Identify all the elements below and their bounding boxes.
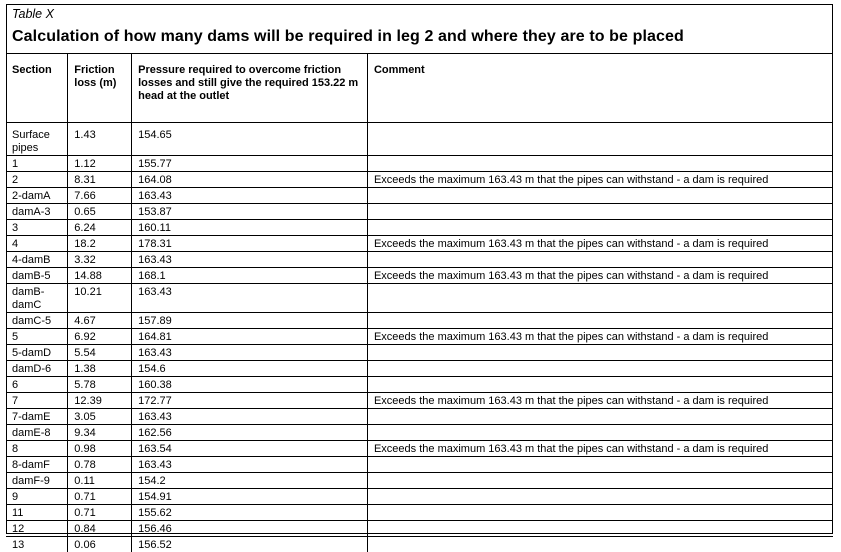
cell-pressure: 160.38 bbox=[132, 377, 368, 393]
cell-comment bbox=[367, 188, 833, 204]
cell-pressure: 154.65 bbox=[132, 123, 368, 156]
cell-comment bbox=[367, 505, 833, 521]
table-row bbox=[6, 252, 833, 268]
table-row bbox=[6, 377, 833, 393]
table-row bbox=[6, 284, 833, 313]
cell-comment bbox=[367, 284, 833, 313]
table-row bbox=[6, 505, 833, 521]
cell-friction-loss: 0.71 bbox=[68, 489, 132, 505]
cell-pressure: 155.62 bbox=[132, 505, 368, 521]
cell-pressure: 164.08 bbox=[132, 172, 368, 188]
cell-friction-loss: 1.12 bbox=[68, 156, 132, 172]
cell-friction-loss: 0.65 bbox=[68, 204, 132, 220]
cell-section: damD-6 bbox=[6, 361, 68, 377]
table-row bbox=[6, 489, 833, 505]
cell-comment bbox=[367, 457, 833, 473]
cell-pressure: 156.46 bbox=[132, 521, 368, 537]
table-row bbox=[6, 268, 833, 284]
cell-section: 9 bbox=[6, 489, 68, 505]
cell-friction-loss: 5.78 bbox=[68, 377, 132, 393]
cell-comment bbox=[367, 220, 833, 236]
cell-section: damC-5 bbox=[6, 313, 68, 329]
cell-section: 5-damD bbox=[6, 345, 68, 361]
cell-friction-loss: 6.24 bbox=[68, 220, 132, 236]
cell-section: 7 bbox=[6, 393, 68, 409]
cell-section: 7-damE bbox=[6, 409, 68, 425]
cell-comment bbox=[367, 156, 833, 172]
cell-friction-loss: 8.31 bbox=[68, 172, 132, 188]
table-row bbox=[6, 204, 833, 220]
cell-comment: Exceeds the maximum 163.43 m that the pipes can withstand - a dam is required bbox=[367, 172, 833, 188]
cell-friction-loss: 0.11 bbox=[68, 473, 132, 489]
table-row bbox=[6, 172, 833, 188]
table-row bbox=[6, 313, 833, 329]
table-row bbox=[6, 329, 833, 345]
cell-friction-loss: 0.84 bbox=[68, 521, 132, 537]
cell-section: 2 bbox=[6, 172, 68, 188]
table-row bbox=[6, 220, 833, 236]
header-comment: Comment bbox=[367, 54, 833, 123]
cell-comment: Exceeds the maximum 163.43 m that the pipes can withstand - a dam is required bbox=[367, 393, 833, 409]
cell-comment bbox=[367, 521, 833, 537]
cell-section: 3 bbox=[6, 220, 68, 236]
cell-section: 8 bbox=[6, 441, 68, 457]
table-row bbox=[6, 123, 833, 156]
cell-friction-loss: 14.88 bbox=[68, 268, 132, 284]
table-row bbox=[6, 156, 833, 172]
table-row bbox=[6, 425, 833, 441]
cell-pressure: 154.2 bbox=[132, 473, 368, 489]
cell-friction-loss: 6.92 bbox=[68, 329, 132, 345]
table-row bbox=[6, 521, 833, 537]
cell-pressure: 157.89 bbox=[132, 313, 368, 329]
cell-friction-loss: 3.05 bbox=[68, 409, 132, 425]
cell-section: 5 bbox=[6, 329, 68, 345]
cell-friction-loss: 0.78 bbox=[68, 457, 132, 473]
cell-pressure: 163.43 bbox=[132, 188, 368, 204]
cell-section: damB-damC bbox=[6, 284, 68, 313]
cell-comment: Exceeds the maximum 163.43 m that the pipes can withstand - a dam is required bbox=[367, 329, 833, 345]
cell-comment bbox=[367, 252, 833, 268]
cell-pressure: 164.81 bbox=[132, 329, 368, 345]
cell-section: Surface pipes bbox=[6, 123, 68, 156]
cell-comment bbox=[367, 409, 833, 425]
cell-comment bbox=[367, 425, 833, 441]
cell-pressure: 163.43 bbox=[132, 284, 368, 313]
cell-friction-loss: 0.98 bbox=[68, 441, 132, 457]
cell-friction-loss: 10.21 bbox=[68, 284, 132, 313]
cell-section: 11 bbox=[6, 505, 68, 521]
cell-comment bbox=[367, 489, 833, 505]
cell-pressure: 154.6 bbox=[132, 361, 368, 377]
cell-pressure: 163.43 bbox=[132, 457, 368, 473]
table-row bbox=[6, 393, 833, 409]
cell-friction-loss: 9.34 bbox=[68, 425, 132, 441]
cell-section: 4 bbox=[6, 236, 68, 252]
cell-friction-loss: 0.06 bbox=[68, 537, 132, 552]
header-row bbox=[6, 54, 833, 123]
cell-section: damB-5 bbox=[6, 268, 68, 284]
cell-pressure: 163.54 bbox=[132, 441, 368, 457]
cell-section: 8-damF bbox=[6, 457, 68, 473]
cell-friction-loss: 1.43 bbox=[68, 123, 132, 156]
cell-comment: Exceeds the maximum 163.43 m that the pipes can withstand - a dam is required bbox=[367, 236, 833, 252]
table-row bbox=[6, 236, 833, 252]
header-section: Section bbox=[6, 54, 68, 123]
cell-section: damE-8 bbox=[6, 425, 68, 441]
cell-pressure: 162.56 bbox=[132, 425, 368, 441]
cell-pressure: 153.87 bbox=[132, 204, 368, 220]
cell-comment: Exceeds the maximum 163.43 m that the pipes can withstand - a dam is required bbox=[367, 441, 833, 457]
cell-comment bbox=[367, 345, 833, 361]
table-row bbox=[6, 361, 833, 377]
cell-comment bbox=[367, 313, 833, 329]
cell-pressure: 155.77 bbox=[132, 156, 368, 172]
cell-pressure: 168.1 bbox=[132, 268, 368, 284]
cell-pressure: 156.52 bbox=[132, 537, 368, 552]
cell-friction-loss: 5.54 bbox=[68, 345, 132, 361]
cell-pressure: 163.43 bbox=[132, 345, 368, 361]
table-row bbox=[6, 409, 833, 425]
cell-section: 12 bbox=[6, 521, 68, 537]
header-pressure-required: Pressure required to overcome friction losses and still give the required 153.22 m head at the outlet bbox=[132, 54, 368, 123]
cell-pressure: 178.31 bbox=[132, 236, 368, 252]
cell-section: 13 bbox=[6, 537, 68, 552]
cell-pressure: 160.11 bbox=[132, 220, 368, 236]
cell-section: 1 bbox=[6, 156, 68, 172]
header-friction-loss: Friction loss (m) bbox=[68, 54, 132, 123]
cell-section: 6 bbox=[6, 377, 68, 393]
cell-pressure: 163.43 bbox=[132, 252, 368, 268]
cell-friction-loss: 12.39 bbox=[68, 393, 132, 409]
cell-section: damA-3 bbox=[6, 204, 68, 220]
cell-friction-loss: 0.71 bbox=[68, 505, 132, 521]
table-caption: Table X bbox=[12, 7, 54, 21]
cell-pressure: 154.91 bbox=[132, 489, 368, 505]
cell-friction-loss: 7.66 bbox=[68, 188, 132, 204]
table-body bbox=[6, 123, 833, 552]
cell-section: damF-9 bbox=[6, 473, 68, 489]
cell-comment bbox=[367, 473, 833, 489]
cell-comment bbox=[367, 377, 833, 393]
cell-comment bbox=[367, 361, 833, 377]
cell-pressure: 172.77 bbox=[132, 393, 368, 409]
cell-section: 4-damB bbox=[6, 252, 68, 268]
table-row bbox=[6, 473, 833, 489]
cell-friction-loss: 4.67 bbox=[68, 313, 132, 329]
cell-friction-loss: 3.32 bbox=[68, 252, 132, 268]
cell-friction-loss: 1.38 bbox=[68, 361, 132, 377]
table-row bbox=[6, 345, 833, 361]
dams-table bbox=[6, 54, 833, 552]
table-row bbox=[6, 441, 833, 457]
cell-friction-loss: 18.2 bbox=[68, 236, 132, 252]
cell-pressure: 163.43 bbox=[132, 409, 368, 425]
cell-section: 2-damA bbox=[6, 188, 68, 204]
table-row bbox=[6, 457, 833, 473]
table-title: Calculation of how many dams will be required in leg 2 and where they are to be placed bbox=[12, 28, 684, 46]
cell-comment bbox=[367, 123, 833, 156]
cell-comment: Exceeds the maximum 163.43 m that the pipes can withstand - a dam is required bbox=[367, 268, 833, 284]
cell-comment bbox=[367, 204, 833, 220]
table-row bbox=[6, 188, 833, 204]
